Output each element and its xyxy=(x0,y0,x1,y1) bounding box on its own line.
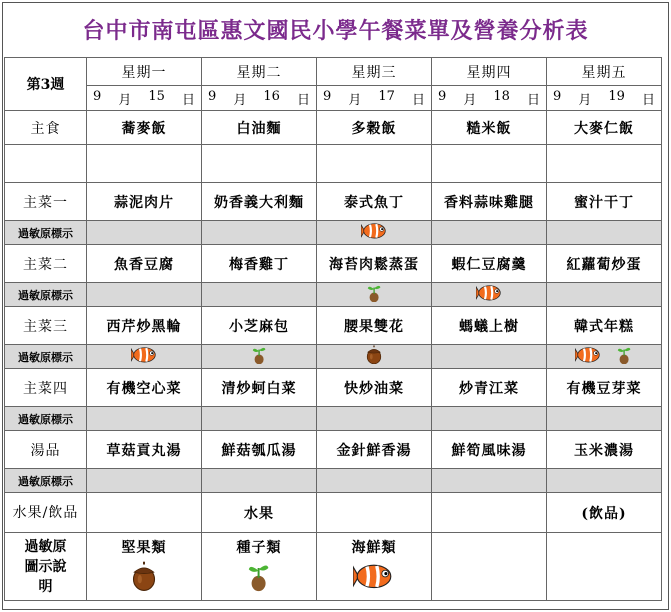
dish-name: 奶香義大利麵 xyxy=(214,194,304,211)
allergy-cell xyxy=(202,469,317,493)
week-text: 第3週 xyxy=(26,77,65,93)
date-row xyxy=(5,86,662,111)
dish-name: 蕎麥飯 xyxy=(121,120,167,137)
allergy-cell xyxy=(317,345,432,369)
day-date xyxy=(317,86,432,111)
staple-row xyxy=(5,111,662,145)
soup-row xyxy=(5,431,662,469)
month-unit: 月 xyxy=(578,92,592,108)
fruit-cell xyxy=(432,493,547,533)
row-label-text: 主菜一 xyxy=(23,194,68,211)
dish-name: 白油麵 xyxy=(236,120,282,137)
main3-dish xyxy=(547,307,662,345)
row-label-text: 水果/飲品 xyxy=(12,504,79,521)
dish-name: 玉米濃湯 xyxy=(574,442,634,459)
fruit-cell xyxy=(202,493,317,533)
seed-icon xyxy=(366,283,382,307)
fruit-cell xyxy=(87,493,202,533)
day-name-text: 星期四 xyxy=(466,64,512,81)
blank-cell xyxy=(87,145,202,183)
legend-blank xyxy=(547,533,662,601)
fruit-text: (飲品) xyxy=(581,505,627,522)
allergy-cell xyxy=(317,221,432,245)
day-value: 15 xyxy=(148,88,165,104)
dish-name: 泰式魚丁 xyxy=(344,194,404,211)
day-name xyxy=(432,58,547,86)
day-date xyxy=(202,86,317,111)
allergy-label xyxy=(5,407,87,431)
day-value: 18 xyxy=(493,88,510,104)
dish-name: 梅香雞丁 xyxy=(229,256,289,273)
main2-dish xyxy=(202,245,317,283)
fruit-label xyxy=(5,493,87,533)
fish-icon xyxy=(575,345,602,369)
allergy-label-text: 過敏原標示 xyxy=(18,412,73,426)
month-unit: 月 xyxy=(463,92,477,108)
allergy-cell xyxy=(87,283,202,307)
allergy-label xyxy=(5,469,87,493)
allergy-cell xyxy=(432,283,547,307)
allergy-cell xyxy=(87,345,202,369)
soup-dish xyxy=(547,431,662,469)
day-value: 19 xyxy=(608,88,625,104)
dish-name: 金針鮮香湯 xyxy=(336,442,412,459)
blank-cell xyxy=(432,145,547,183)
dish-name: 腰果雙花 xyxy=(344,318,404,335)
row-label-text: 主菜四 xyxy=(23,380,68,397)
fish-icon xyxy=(131,345,158,369)
allergy-cell xyxy=(547,221,662,245)
day-date xyxy=(432,86,547,111)
day-name xyxy=(547,58,662,86)
blank-cell xyxy=(547,145,662,183)
dish-name: 有機豆芽菜 xyxy=(566,380,642,397)
main2-dish xyxy=(87,245,202,283)
main2-dish xyxy=(432,245,547,283)
main4-label xyxy=(5,369,87,407)
dish-name: 蝦仁豆腐羹 xyxy=(451,256,527,273)
seed-icon xyxy=(246,561,271,596)
day-unit: 日 xyxy=(641,92,655,108)
main2-dish xyxy=(547,245,662,283)
legend-item xyxy=(87,533,202,601)
dish-name: 快炒油菜 xyxy=(344,380,404,397)
allergy-cell xyxy=(432,469,547,493)
day-name-text: 星期五 xyxy=(581,64,627,81)
fish-icon xyxy=(353,561,395,596)
day-unit: 日 xyxy=(181,92,195,108)
legend-item-label: 種子類 xyxy=(236,540,282,556)
soup-label xyxy=(5,431,87,469)
allergy-label-text: 過敏原標示 xyxy=(18,288,73,302)
month-value: 9 xyxy=(208,88,217,104)
blank-cell xyxy=(202,145,317,183)
allergy-label-text: 過敏原標示 xyxy=(18,226,73,240)
month-value: 9 xyxy=(323,88,332,104)
row-label-text: 主菜三 xyxy=(23,318,68,335)
allergy-cell xyxy=(202,283,317,307)
allergy-label xyxy=(5,283,87,307)
allergy-label xyxy=(5,221,87,245)
dish-name: 糙米飯 xyxy=(466,120,512,137)
main4-dish xyxy=(432,369,547,407)
soup-dish xyxy=(202,431,317,469)
dish-name: 蜜汁干丁 xyxy=(574,194,634,211)
day-name-text: 星期三 xyxy=(351,64,397,81)
dish-name: 鮮筍風味湯 xyxy=(451,442,527,459)
allergy-cell xyxy=(87,469,202,493)
dish-name: 螞蟻上樹 xyxy=(459,318,519,335)
day-name-text: 星期二 xyxy=(236,64,282,81)
allergy-cell xyxy=(317,407,432,431)
row-label-text: 湯品 xyxy=(30,442,61,459)
fruit-text: 水果 xyxy=(244,505,274,522)
main2-allergy-row xyxy=(5,283,662,307)
allergy-label-text: 過敏原標示 xyxy=(18,350,73,364)
main4-allergy-row xyxy=(5,407,662,431)
day-date xyxy=(87,86,202,111)
main1-allergy-row xyxy=(5,221,662,245)
main1-dish xyxy=(432,183,547,221)
seed-icon xyxy=(251,345,267,369)
main1-dish xyxy=(317,183,432,221)
nut-icon xyxy=(365,345,383,369)
main3-dish xyxy=(202,307,317,345)
staple-dish xyxy=(202,111,317,145)
nut-icon xyxy=(130,561,158,596)
day-name-text: 星期一 xyxy=(121,64,167,81)
main4-dish xyxy=(547,369,662,407)
month-unit: 月 xyxy=(118,92,132,108)
day-unit: 日 xyxy=(296,92,310,108)
dish-name: 有機空心菜 xyxy=(106,380,182,397)
main4-dish xyxy=(87,369,202,407)
soup-allergy-row xyxy=(5,469,662,493)
legend-item xyxy=(202,533,317,601)
month-value: 9 xyxy=(438,88,447,104)
week-label xyxy=(5,58,87,111)
dish-name: 香料蒜味雞腿 xyxy=(444,194,534,211)
soup-dish xyxy=(317,431,432,469)
fish-icon xyxy=(476,283,503,307)
allergy-label xyxy=(5,345,87,369)
day-unit: 日 xyxy=(526,92,540,108)
day-name xyxy=(202,58,317,86)
dish-name: 清炒蚵白菜 xyxy=(221,380,297,397)
main2-label xyxy=(5,245,87,283)
day-unit: 日 xyxy=(411,92,425,108)
month-unit: 月 xyxy=(348,92,362,108)
legend-item xyxy=(317,533,432,601)
allergy-cell xyxy=(317,469,432,493)
main3-row xyxy=(5,307,662,345)
main1-dish xyxy=(547,183,662,221)
staple-dish xyxy=(432,111,547,145)
dish-name: 炒青江菜 xyxy=(459,380,519,397)
staple-dish xyxy=(87,111,202,145)
dish-name: 蒜泥肉片 xyxy=(114,194,174,211)
main3-label xyxy=(5,307,87,345)
legend-row xyxy=(5,533,662,601)
legend-item-label: 堅果類 xyxy=(121,540,167,556)
allergy-cell xyxy=(547,469,662,493)
page-title: 台中市南屯區惠文國民小學午餐菜單及營養分析表 xyxy=(82,18,589,44)
dish-name: 小芝麻包 xyxy=(229,318,289,335)
month-value: 9 xyxy=(93,88,102,104)
allergy-cell xyxy=(202,407,317,431)
staple-label xyxy=(5,111,87,145)
day-value: 16 xyxy=(263,88,280,104)
fruit-cell xyxy=(317,493,432,533)
blank-row xyxy=(5,145,662,183)
dish-name: 韓式年糕 xyxy=(574,318,634,335)
allergy-cell xyxy=(317,283,432,307)
legend-label xyxy=(5,533,87,601)
allergy-cell xyxy=(202,221,317,245)
allergy-cell xyxy=(547,283,662,307)
main3-dish xyxy=(87,307,202,345)
main4-dish xyxy=(202,369,317,407)
day-date xyxy=(547,86,662,111)
main3-dish xyxy=(317,307,432,345)
day-value: 17 xyxy=(378,88,395,104)
allergy-cell xyxy=(432,221,547,245)
staple-dish xyxy=(547,111,662,145)
main1-row xyxy=(5,183,662,221)
seed-icon xyxy=(616,345,632,369)
main2-dish xyxy=(317,245,432,283)
main3-allergy-row xyxy=(5,345,662,369)
allergy-cell xyxy=(87,407,202,431)
blank-cell xyxy=(5,145,87,183)
legend-item-label: 海鮮類 xyxy=(351,540,397,556)
allergy-cell xyxy=(547,407,662,431)
allergy-cell xyxy=(432,407,547,431)
day-name xyxy=(87,58,202,86)
staple-dish xyxy=(317,111,432,145)
main4-row xyxy=(5,369,662,407)
fish-icon xyxy=(361,221,388,245)
soup-dish xyxy=(87,431,202,469)
legend-blank xyxy=(432,533,547,601)
main2-row xyxy=(5,245,662,283)
blank-cell xyxy=(317,145,432,183)
main1-dish xyxy=(87,183,202,221)
dish-name: 鮮菇瓠瓜湯 xyxy=(221,442,297,459)
dish-name: 草菇貢丸湯 xyxy=(106,442,182,459)
main3-dish xyxy=(432,307,547,345)
dish-name: 大麥仁飯 xyxy=(574,120,634,137)
month-unit: 月 xyxy=(233,92,247,108)
row-label-text: 主菜二 xyxy=(23,256,68,273)
row-label-text: 主食 xyxy=(30,120,61,137)
soup-dish xyxy=(432,431,547,469)
day-name xyxy=(317,58,432,86)
allergy-cell xyxy=(432,345,547,369)
fruit-row xyxy=(5,493,662,533)
dish-name: 西芹炒黑輪 xyxy=(106,318,182,335)
day-header-row xyxy=(5,58,662,86)
dish-name: 海苔肉鬆蒸蛋 xyxy=(329,256,419,273)
main1-dish xyxy=(202,183,317,221)
dish-name: 紅蘿蔔炒蛋 xyxy=(566,256,642,273)
fruit-cell xyxy=(547,493,662,533)
dish-name: 魚香豆腐 xyxy=(114,256,174,273)
main4-dish xyxy=(317,369,432,407)
allergy-cell xyxy=(87,221,202,245)
month-value: 9 xyxy=(553,88,562,104)
menu-table xyxy=(4,57,662,601)
main1-label xyxy=(5,183,87,221)
allergy-cell xyxy=(202,345,317,369)
allergy-cell xyxy=(547,345,662,369)
dish-name: 多穀飯 xyxy=(351,120,397,137)
legend-label-text: 過敏原圖示說明 xyxy=(24,538,67,595)
allergy-label-text: 過敏原標示 xyxy=(18,474,73,488)
